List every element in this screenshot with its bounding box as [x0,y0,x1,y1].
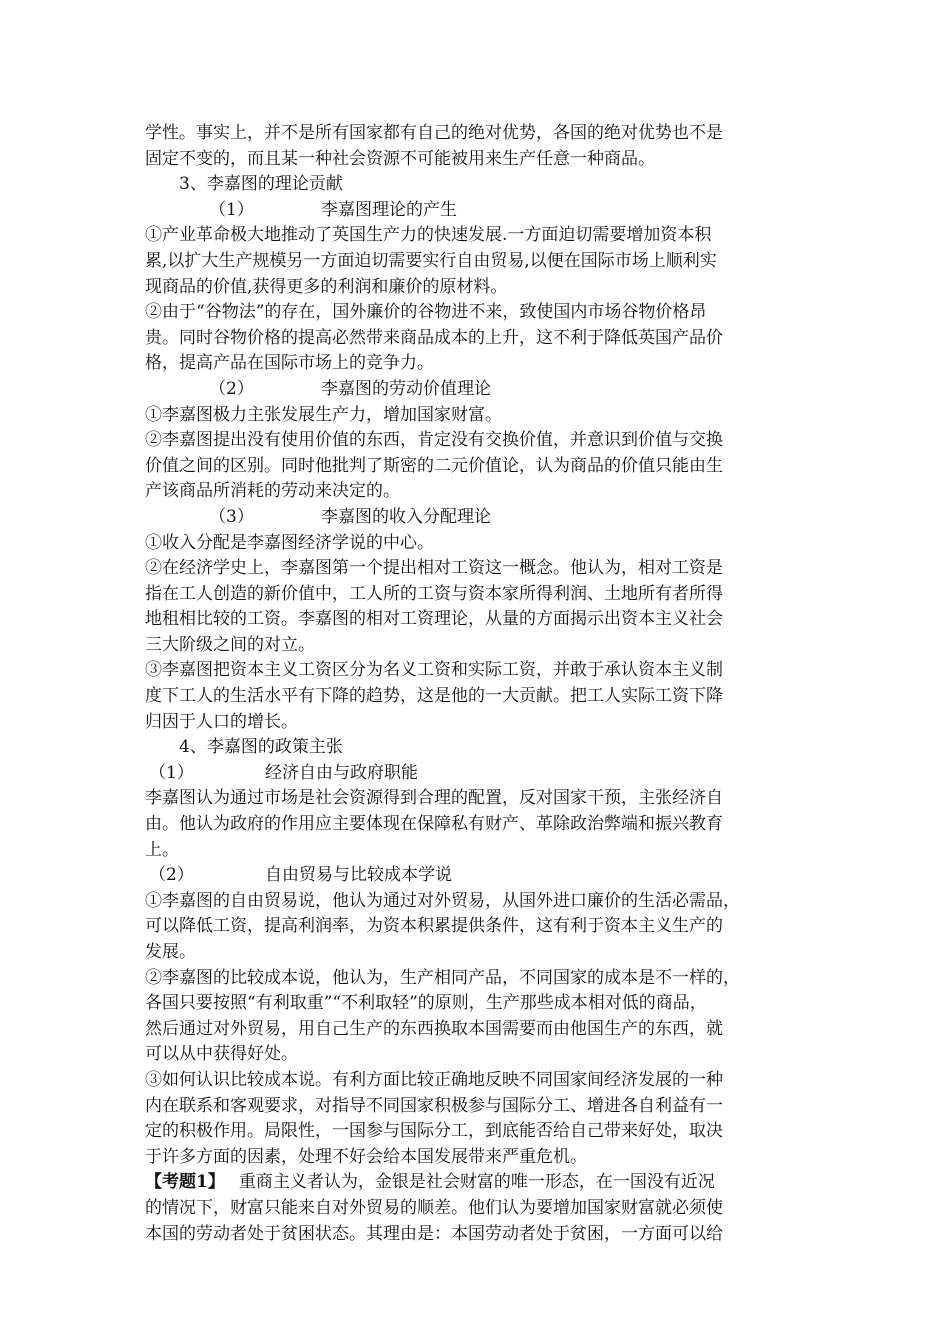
paragraph-line: 学性。事实上，并不是所有国家都有自己的绝对优势，各国的绝对优势也不是 [145,123,723,143]
subheading-number: （1） [149,762,194,783]
section-heading: 4、李嘉图的政策主张 [179,737,343,758]
subheading-text: 李嘉图的劳动价值理论 [321,378,491,399]
subheading-number: （2） [209,378,254,399]
paragraph-line: 于许多方面的因素，处理不好会给本国发展带来严重危机。 [145,1146,587,1167]
paragraph-line: 现商品的价值,获得更多的利润和廉价的原材料。 [145,276,508,297]
paragraph-line: ①李嘉图的自由贸易说，他认为通过对外贸易，从国外进口廉价的生活必需品， [145,890,740,911]
subheading-number: （1） [209,199,254,220]
paragraph-line: 产该商品所消耗的劳动来决定的。 [145,481,400,502]
subheading-text: 自由贸易与比较成本学说 [265,865,452,886]
subheading-text: 李嘉图的收入分配理论 [321,506,491,527]
paragraph-line: 上。 [145,839,179,860]
paragraph-line: 本国的劳动者处于贫困状态。其理由是：本国劳动者处于贫困，一方面可以给 [145,1223,723,1244]
section-heading: 3、李嘉图的理论贡献 [179,174,343,195]
paragraph-line: 价值之间的区别。同时他批判了斯密的二元价值论，认为商品的价值只能由生 [145,455,723,476]
paragraph-line: ②李嘉图提出没有使用价值的东西，肯定没有交换价值，并意识到价值与交换 [145,430,723,451]
subheading-text: 李嘉图理论的产生 [321,199,457,220]
exam-tag: 【考题1】 [145,1172,225,1193]
subheading-4 [145,761,805,787]
paragraph-line: 累,以扩大生产规模另一方面迫切需要实行自由贸易,以便在国际市场上顺利实 [145,250,717,271]
paragraph-line: ①李嘉图极力主张发展生产力，增加国家财富。 [145,404,502,425]
paragraph-line: 贵。同时谷物价格的提高必然带来商品成本的上升，这不利于降低英国产品价 [145,327,723,348]
paragraph-line: 指在工人创造的新价值中，工人所的工资与资本家所得利润、土地所有者所得 [145,583,723,604]
paragraph-line: ②在经济学史上，李嘉图第一个提出相对工资这一概念。他认为，相对工资是 [145,558,723,579]
paragraph-line: 各国只要按照“有利取重”“不利取轻”的原则，生产那些成本相对低的商品， [145,993,707,1014]
exam-text: 重商主义者认为，金银是社会财富的唯一形态，在一国没有近况 [238,1172,715,1193]
paragraph-line: ②由于“谷物法”的存在，国外廉价的谷物进不来，致使国内市场谷物价格昂 [145,302,707,323]
paragraph-line: 可以从中获得好处。 [145,1044,298,1065]
paragraph-line: 的情况下，财富只能来自对外贸易的顺差。他们认为要增加国家财富就必须使 [145,1197,723,1218]
paragraph-line: 固定不变的，而且某一种社会资源不可能被用来生产任意一种商品。 [145,148,655,169]
paragraph-line: ③如何认识比较成本说。有利方面比较正确地反映不同国家间经济发展的一种 [145,1069,723,1090]
paragraph-line: 可以降低工资，提高利润率，为资本积累提供条件，这有利于资本主义生产的 [145,916,723,937]
paragraph-line: 归因于人口的增长。 [145,711,298,732]
paragraph-line: ①收入分配是李嘉图经济学说的中心。 [145,532,434,553]
paragraph-line: 定的积极作用。局限性，一国参与国际分工，到底能否给自己带来好处，取决 [145,1121,723,1142]
subheading-2 [145,377,805,403]
paragraph-line: 然后通过对外贸易，用自己生产的东西换取本国需要而由他国生产的东西，就 [145,1018,723,1039]
paragraph-line: ③李嘉图把资本主义工资区分为名义工资和实际工资，并敢于承认资本主义制 [145,660,723,681]
subheading-text: 经济自由与政府职能 [265,762,418,783]
paragraph-line: 三大阶级之间的对立。 [145,634,315,655]
exam-question-line [145,1170,805,1196]
paragraph-line: 格，提高产品在国际市场上的竞争力。 [145,353,434,374]
subheading-1 [145,198,805,224]
paragraph-line: 李嘉图认为通过市场是社会资源得到合理的配置，反对国家干预，主张经济自 [145,788,723,809]
subheading-5 [145,863,805,889]
paragraph-line: 由。他认为政府的作用应主要体现在保障私有财产、革除政治弊端和振兴教育 [145,814,723,835]
subheading-number: （2） [149,865,194,886]
subheading-3 [145,505,805,531]
paragraph-line: 地租相比较的工资。李嘉图的相对工资理论，从量的方面揭示出资本主义社会 [145,609,723,630]
paragraph-line: ②李嘉图的比较成本说，他认为，生产相同产品，不同国家的成本是不一样的， [145,967,740,988]
paragraph-line: 度下工人的生活水平有下降的趋势，这是他的一大贡献。把工人实际工资下降 [145,686,723,707]
subheading-number: （3） [209,506,254,527]
document-page [145,121,805,1247]
paragraph-line: 内在联系和客观要求，对指导不同国家积极参与国际分工、增进各自利益有一 [145,1095,723,1116]
paragraph-line: 发展。 [145,942,196,962]
paragraph-line: ①产业革命极大地推动了英国生产力的快速发展.一方面迫切需要增加资本积 [145,225,712,246]
